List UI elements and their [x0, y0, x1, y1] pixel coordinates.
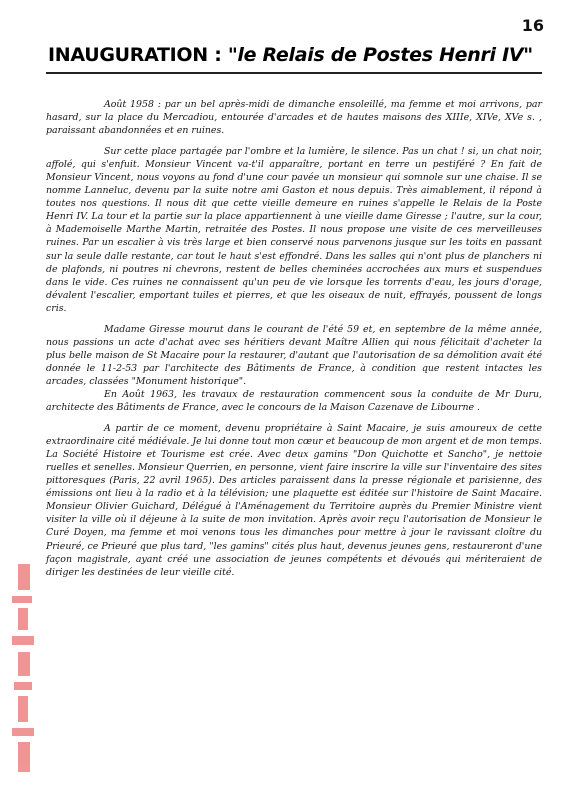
margin-watermark [4, 560, 44, 780]
watermark-stamp-icon [4, 560, 44, 780]
page-title [48, 44, 548, 66]
paragraph-3: Madame Giresse mourut dans le courant de l'été 59 et, en septembre de la même année, nous passions un acte d'achat avec ses héritiers devant Maître Allien qui nous félicitait d'acheter la plus belle maison de St Macaire pour la restaurer, d'autant que l'autorisation de sa démolition avait été donnée le 11-2-53 par l'architecte des Bâtiments de France, à condition que restent intactes les arcades, classées "Monument historique". [46, 323, 542, 387]
paragraph-4: En Août 1963, les travaux de restauration commencent sous la conduite de Mr Duru, architecte des Bâtiments de France, avec le concours de la Maison Cazenave de Libourne . [46, 388, 542, 414]
title-underline [46, 72, 542, 74]
paragraph-1: Août 1958 : par un bel après-midi de dimanche ensoleillé, ma femme et moi arrivons, par hasard, sur la place du Mercadiou, entourée d'arcades et de hautes maisons des XIIIe, XIVe, XVe s. , paraissant abandonnées et en ruines. [46, 99, 542, 137]
page-number: 16 [521, 16, 544, 35]
paragraph-5: A partir de ce moment, devenu propriétaire à Saint Macaire, je suis amoureux de cette extraordinaire cité médiévale. Je lui donne tout mon cœur et beaucoup de mon argent et de mon temps. La Société Histoire et Tourisme est crée. Avec deux gamins "Don Quichotte et Sancho", je nettoie ruelles et senelles. Monsieur Querrien, en personne, vient faire inscrire la ville sur l'inventaire des sites pittoresques (Paris, 22 avril 1965). Des articles paraissent dans la presse régionale et parisienne, des émissions ont lieu à la radio et à la télévision; une plaquette est éditée sur l'histoire de Saint Macaire. Monsieur Olivier Guichard, Délégué à l'Aménagement du Territoire auprès du Premier Ministre vient visiter la ville où il déjeune à la suite de mon invitation. Après avoir reçu l'autorisation de Monsieur le Curé Doyen, ma femme et moi venons tous les dimanches pour mettre à jour le ravissant cloître du Prieuré, ce Prieuré que plus tard, "les gamins" cités plus haut, devenus jeunes gens, restaureront d'une façon magistrale, ayant créé une association de jeunes compétents et dévoués qui mériteraient de diriger les destinées de leur vieille cité. [46, 423, 542, 578]
paragraph-2: Sur cette place partagée par l'ombre et la lumière, le silence. Pas un chat ! si, un chat noir, affolé, qui s'enfuit. Monsieur Vincent va-t'il apparaître, portant en terre un pestiféré ? En fait de Monsieur Vincent, nous voyons au fond d'une cour pavée un monsieur qui somnole sur une chaise. Il se nomme Lanneluc, devenu par la suite notre ami Gaston et nous depuis. Très aimablement, il répond à toutes nos questions. Il nous dit que cette vieille demeure en ruines s'appelle le Relais de la Poste Henri IV. La tour et la partie sur la place appartiennent à une vieille dame Giresse ; l'autre, sur la cour, à Mademoiselle Marthe Martin, retraitée des Postes. Il nous propose une visite de ces merveilleuses ruines. Par un escalier à vis très large et bien conservé nous parvenons jusque sur les toits en passant sur la seule dalle restante, car tout le haut s'est effondré. Dans les salles qui n'ont plus de planchers ni de plafonds, ni poutres ni chevrons, restent de belles cheminées accrochées aux murs et suspendues dans le vide. Ces ruines ne connaissent qu'un peu de vie lorsque les torrents d'eau, les jours d'orage, dévalent l'escalier, emportant tuiles et pierres, et que les oiseaux de nuit, effrayés, poussent de longs cris. [46, 146, 542, 314]
document-body [46, 98, 542, 579]
title-prefix: INAUGURATION : [48, 44, 228, 66]
title-quote: "le Relais de Postes Henri IV" [227, 44, 533, 66]
